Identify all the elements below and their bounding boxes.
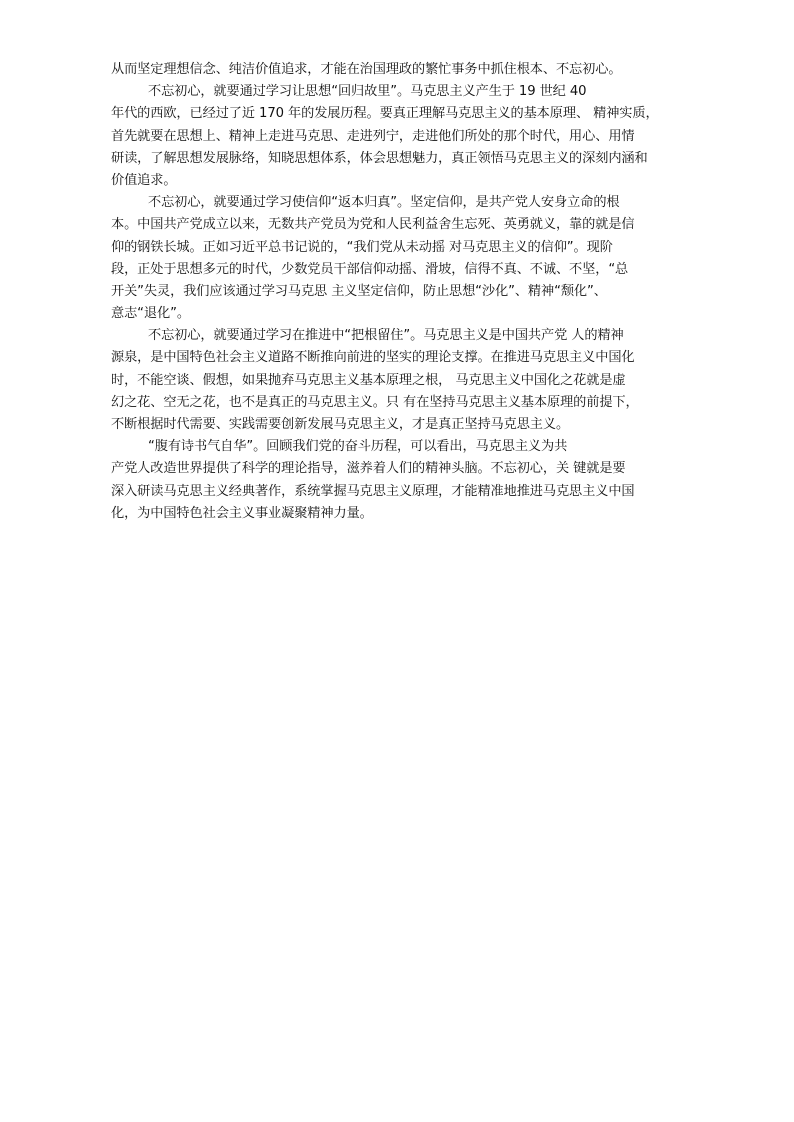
text-line: 化，为中国特色社会主义事业凝聚精神力量。 bbox=[111, 505, 373, 521]
text-line: 不断根据时代需要、实践需要创新发展马克思主义，才是真正坚持马克思主义。 bbox=[111, 417, 570, 432]
text-line: 开关”失灵，我们应该通过学习马克思 主义坚定信仰，防止思想“沙化”、精神“颓化”、 bbox=[111, 283, 607, 299]
text-line: “腹有诗书气自华”。回顾我们党的奋斗历程，可以看出，马克思主义为共 bbox=[148, 439, 568, 455]
text-line: 研读，了解思想发展脉络，知晓思想体系，体会思想魅力，真正领悟马克思主义的深刻内涵和 bbox=[111, 150, 648, 166]
text-line: 不忘初心，就要通过学习在推进中“把根留住”。马克思主义是中国共产党 人的精神 bbox=[148, 328, 624, 344]
text-line: 段，正处于思想多元的时代，少数党员干部信仰动摇、滑坡，信得不真、不诚、不坚，“总 bbox=[111, 261, 629, 277]
text-line: 从而坚定理想信念、纯洁价值追求，才能在治国理政的繁忙事务中抓住根本、不忘初心。 bbox=[111, 62, 622, 77]
text-line: 首先就要在思想上、精神上走进马克思、走进列宁，走进他们所处的那个时代，用心、用情 bbox=[111, 128, 635, 144]
document-body bbox=[111, 59, 701, 525]
text-line: 时，不能空谈、假想，如果抛弃马克思主义基本原理之根， 马克思主义中国化之花就是虚 bbox=[111, 372, 626, 388]
text-line: 不忘初心，就要通过学习让思想“回归故里”。马克思主义产生于 19 世纪 40 bbox=[148, 84, 587, 100]
text-line: 幻之花、空无之花，也不是真正的马克思主义。只 有在坚持马克思主义基本原理的前提下， bbox=[111, 394, 639, 410]
text-line: 源泉，是中国特色社会主义道路不断推向前进的坚实的理论支撑。在推进马克思主义中国化 bbox=[111, 350, 635, 366]
text-line: 意志“退化”。 bbox=[111, 306, 190, 322]
text-line: 深入研读马克思主义经典著作，系统掌握马克思主义原理，才能精准地推进马克思主义中国 bbox=[111, 483, 635, 499]
text-line: 仰的钢铁长城。正如习近平总书记说的，“我们党从未动摇 对马克思主义的信仰”。现阶 bbox=[111, 239, 613, 255]
text-line: 价值追求。 bbox=[111, 172, 177, 188]
text-line: 不忘初心，就要通过学习使信仰“返本归真”。坚定信仰，是共产党人安身立命的根 bbox=[148, 195, 620, 211]
text-line: 产党人改造世界提供了科学的理论指导，滋养着人们的精神头脑。不忘初心，关 键就是要 bbox=[111, 461, 626, 477]
text-line: 本。中国共产党成立以来，无数共产党员为党和人民利益舍生忘死、英勇就义，靠的就是信 bbox=[111, 217, 635, 233]
text-line: 年代的西欧，已经过了近 170 年的发展历程。要真正理解马克思主义的基本原理、 精神实质， bbox=[111, 106, 659, 122]
